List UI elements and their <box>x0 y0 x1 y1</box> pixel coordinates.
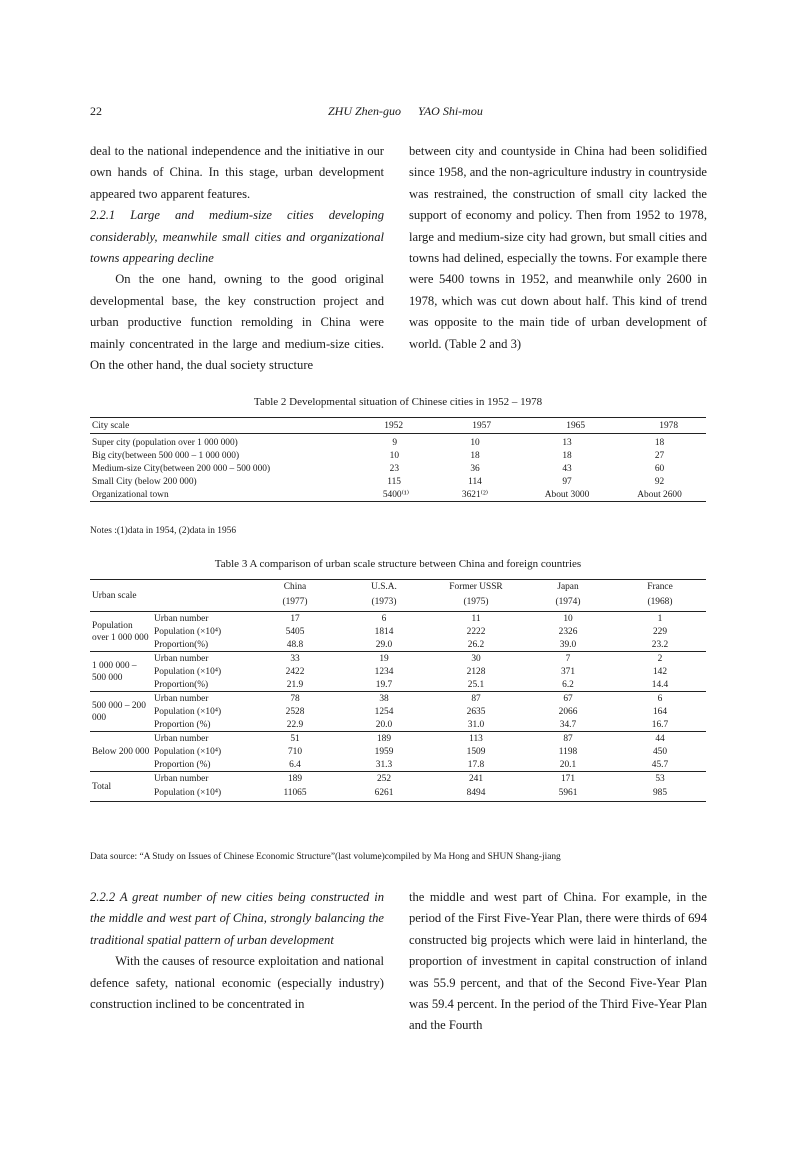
cell: About 2600 <box>637 489 682 500</box>
table-row <box>90 488 706 502</box>
cell: 43 <box>562 463 572 474</box>
row-label: Organizational town <box>92 489 169 500</box>
table-row <box>90 475 706 488</box>
cell: 1959 <box>374 746 394 757</box>
cell: 171 <box>522 772 614 786</box>
cell: 87 <box>430 692 522 706</box>
cell: 67 <box>522 692 614 706</box>
row-label: Population (×10⁴) <box>154 626 222 637</box>
country-header: U.S.A. <box>371 581 397 592</box>
cell: 20.1 <box>559 759 577 770</box>
header-cell: City scale <box>90 418 340 434</box>
cell: 97 <box>562 476 572 487</box>
table-row <box>90 692 706 706</box>
table-header-row <box>90 418 706 434</box>
paragraph: between city and countyside in China had been solidified since 1958, and the non-agriculture industry in countryside was restrained, the construction of small city lacked the support of economy and policy. Then from 1952 to 1978, large and medium-size city had grown, but small cities and towns had delined, especially the towns. For example there were 5400 towns in 1952, and meanwhile only 2600 in 1978, which was cut down about half. This kind of trend was opposite to the main tide of urban development of world. (Table 2 and 3) <box>409 144 707 351</box>
author-name: ZHU Zhen-guo <box>328 104 402 118</box>
cell: 39.0 <box>559 639 577 650</box>
cell: 115 <box>387 476 401 487</box>
cell: 3621⁽²⁾ <box>461 489 489 500</box>
group-label: 1 000 000 – 500 000 <box>90 652 152 692</box>
cell: 371 <box>560 666 576 677</box>
cell: 33 <box>252 652 338 666</box>
row-label: Urban number <box>154 613 209 624</box>
header-cell: Urban scale <box>90 580 252 612</box>
section-heading: 2.2.1 Large and medium-size cities developing considerably, meanwhile small cities and organizational towns appearing decline <box>90 208 384 266</box>
cell: 26.2 <box>467 639 485 650</box>
paragraph: deal to the national independence and the initiative in our own hands of China. In this stage, urban development appeared two apparent features. <box>90 144 384 201</box>
cell: 2422 <box>285 666 305 677</box>
cell: 450 <box>652 746 668 757</box>
paragraph: the middle and west part of China. For example, in the period of the First Five-Year Plan, there were thirds of 694 constructed big projects which were laid in hinterland, the proportion of investment in capital construction of inland was 55.9 percent, and that of the Second Five-Year Plan was 59.4 percent. In the period of the Third Five-Year Plan and the Fourth <box>409 890 707 1033</box>
table3 <box>90 579 706 802</box>
table2-caption: Table 2 Developmental situation of Chinese cities in 1952 – 1978 <box>253 396 543 408</box>
table-row <box>90 718 706 732</box>
cell: 45.7 <box>651 759 669 770</box>
cell: 229 <box>652 626 668 637</box>
cell: 29.0 <box>375 639 393 650</box>
table-row <box>90 745 706 758</box>
cell: 2528 <box>285 706 305 717</box>
country-header: France <box>647 581 673 592</box>
cell: 60 <box>654 463 665 474</box>
cell: 22.9 <box>286 719 304 730</box>
cell: 241 <box>430 772 522 786</box>
left-column-bottom <box>90 887 384 1015</box>
author-name: YAO Shi-mou <box>418 104 483 118</box>
cell: 21.9 <box>286 679 304 690</box>
cell: 1509 <box>466 746 486 757</box>
cell: 36 <box>470 463 480 474</box>
cell: 48.8 <box>286 639 304 650</box>
row-label: Urban number <box>152 692 252 706</box>
cell: 87 <box>522 732 614 746</box>
paragraph: On the one hand, owning to the good original developmental base, the key construction project and urban productive function remolding in China were mainly concentrated in the large and medium-size cities. On the other hand, the dual society structure <box>90 272 384 373</box>
cell: 9 <box>392 437 397 448</box>
cell: 10 <box>389 450 399 461</box>
group-label: 500 000 – 200 000 <box>90 692 152 732</box>
table3-caption: Table 3 A comparison of urban scale structure between China and foreign countries <box>214 558 582 570</box>
cell: 34.7 <box>559 719 577 730</box>
row-label: Population (×10⁴) <box>154 666 222 677</box>
year-header: (1968) <box>614 593 706 612</box>
cell: 38 <box>338 692 430 706</box>
cell: 985 <box>652 788 668 798</box>
row-label: Population (×10⁴) <box>154 788 222 798</box>
header-cell: 1965 <box>521 418 613 434</box>
cell: 6261 <box>374 788 394 798</box>
row-label: Urban number <box>152 772 252 786</box>
table-row <box>90 732 706 746</box>
cell: 25.1 <box>467 679 485 690</box>
group-label: Population over 1 000 000 <box>92 620 149 643</box>
cell: 17 <box>290 613 300 624</box>
country-header: Former USSR <box>449 581 503 592</box>
cell: 27 <box>654 450 665 461</box>
cell: 18 <box>654 437 665 448</box>
country-header: Japan <box>557 581 579 592</box>
row-label: Population (×10⁴) <box>154 746 222 757</box>
cell: 20.0 <box>375 719 393 730</box>
cell: 30 <box>430 652 522 666</box>
header-cell: 1978 <box>613 418 706 434</box>
cell: 6 <box>381 613 387 624</box>
cell: 1 <box>657 613 663 624</box>
page-header <box>90 104 706 124</box>
cell: 19 <box>338 652 430 666</box>
section-heading: 2.2.2 A great number of new cities being constructed in the middle and west part of China, strongly balancing the traditional spatial pattern of urban development <box>90 890 384 947</box>
cell: 51 <box>252 732 338 746</box>
cell: About 3000 <box>544 489 590 500</box>
table2 <box>90 417 706 502</box>
cell: 8494 <box>466 788 486 798</box>
table-row <box>90 638 706 652</box>
cell: 10 <box>563 613 573 624</box>
row-label: Population (×10⁴) <box>154 706 222 717</box>
group-label: Below 200 000 <box>90 732 152 772</box>
country-header: China <box>283 581 307 592</box>
cell: 1814 <box>374 626 394 637</box>
cell: 78 <box>252 692 338 706</box>
table-row <box>90 785 706 802</box>
cell: 17.8 <box>467 759 485 770</box>
cell: 1254 <box>374 706 394 717</box>
cell: 18 <box>470 450 480 461</box>
table-row <box>90 462 706 475</box>
header-cell: 1952 <box>340 418 429 434</box>
table-row <box>90 772 706 786</box>
cell: 2128 <box>466 666 486 677</box>
running-authors <box>328 104 497 119</box>
cell: 7 <box>522 652 614 666</box>
cell: 2066 <box>558 706 578 717</box>
cell: 710 <box>287 746 303 757</box>
table-header-row <box>90 580 706 594</box>
right-column-bottom <box>409 887 707 1037</box>
cell: 11065 <box>283 788 307 798</box>
cell: 113 <box>430 732 522 746</box>
year-header: (1973) <box>338 593 430 612</box>
cell: 252 <box>338 772 430 786</box>
table2-notes: Notes :(1)data in 1954, (2)data in 1956 <box>90 526 237 536</box>
cell: 10 <box>470 437 480 448</box>
cell: 2326 <box>558 626 578 637</box>
cell: 31.0 <box>467 719 485 730</box>
table-row <box>90 705 706 718</box>
cell: 6 <box>614 692 706 706</box>
cell: 142 <box>652 666 668 677</box>
paragraph: With the causes of resource exploitation and national defence safety, national economic (especially industry) construction inclined to be concentrated in <box>90 954 384 1012</box>
group-label: Total <box>90 772 152 802</box>
table-row <box>90 449 706 462</box>
table-row <box>90 678 706 692</box>
cell: 31.3 <box>375 759 393 770</box>
header-cell: 1957 <box>429 418 521 434</box>
row-label: Proportion (%) <box>154 719 211 730</box>
row-label: Medium-size City(between 200 000 – 500 000) <box>92 463 271 474</box>
cell: 114 <box>468 476 482 487</box>
cell: 19.7 <box>375 679 393 690</box>
table-row <box>90 652 706 666</box>
row-label: Urban number <box>152 652 252 666</box>
table-row <box>90 612 706 626</box>
cell: 2 <box>614 652 706 666</box>
table-row <box>90 665 706 678</box>
cell: 16.7 <box>651 719 669 730</box>
cell: 11 <box>471 613 481 624</box>
cell: 1234 <box>374 666 394 677</box>
cell: 53 <box>614 772 706 786</box>
table-row <box>90 434 706 450</box>
row-label: Urban number <box>152 732 252 746</box>
cell: 2222 <box>466 626 486 637</box>
cell: 14.4 <box>651 679 669 690</box>
row-label: Super city (population over 1 000 000) <box>92 437 238 448</box>
cell: 6.2 <box>562 679 574 690</box>
cell: 1198 <box>558 746 578 757</box>
right-column-top <box>409 141 707 355</box>
year-header: (1977) <box>252 593 338 612</box>
cell: 6.4 <box>289 759 301 770</box>
cell: 5405 <box>285 626 305 637</box>
year-header: (1975) <box>430 593 522 612</box>
row-label: Proportion (%) <box>154 759 211 770</box>
table-row <box>90 625 706 638</box>
table3-source: Data source: “A Study on Issues of Chinese Economic Structure”(last volume)compiled by Ma Hong and SHUN Shang-jiang <box>90 852 561 862</box>
cell: 23 <box>389 463 399 474</box>
cell: 189 <box>252 772 338 786</box>
left-column-top <box>90 141 384 376</box>
cell: 13 <box>562 437 572 448</box>
cell: 2635 <box>466 706 486 717</box>
year-header: (1974) <box>522 593 614 612</box>
page-number: 22 <box>90 104 102 118</box>
cell: 18 <box>562 450 572 461</box>
cell: 5961 <box>558 788 578 798</box>
table-row <box>90 758 706 772</box>
cell: 92 <box>654 476 665 487</box>
row-label: Small City (below 200 000) <box>92 476 197 487</box>
cell: 5400⁽¹⁾ <box>382 489 409 500</box>
cell: 23.2 <box>651 639 669 650</box>
cell: 189 <box>338 732 430 746</box>
row-label: Big city(between 500 000 – 1 000 000) <box>92 450 240 461</box>
row-label: Proportion(%) <box>154 639 209 650</box>
cell: 164 <box>652 706 668 717</box>
row-label: Proportion(%) <box>154 679 209 690</box>
cell: 44 <box>614 732 706 746</box>
